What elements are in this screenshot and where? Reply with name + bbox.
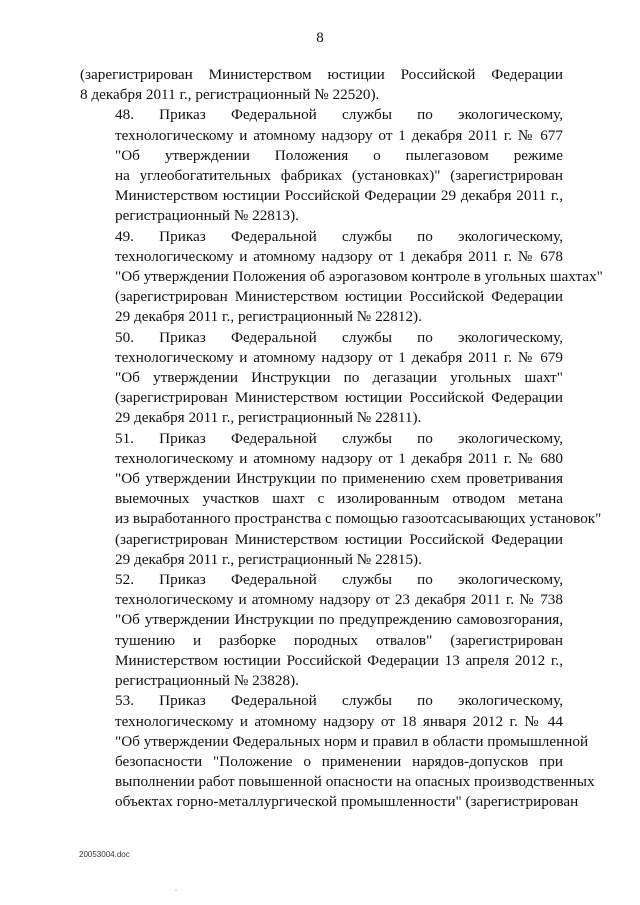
text-line: 53. Приказ Федеральной службы по экологическому, [115,692,563,710]
text-line: 8 декабря 2011 г., регистрационный № 22520). [80,86,380,104]
text-line: безопасности "Положение о применении нарядов-допусков при [115,752,563,770]
text-line: технологическому и атомному надзору от 1 декабря 2011 г. № 677 [115,126,563,144]
text-line: технологическому и атомному надзору от 23 декабря 2011 г. № 738 [115,591,563,609]
paragraph-p50 [80,328,563,429]
text-line: "Об утверждении Положения об аэрогазовом контроле в угольных шахтах" [115,268,603,286]
text-line: Министерством юстиции Российской Федерации 13 апреля 2012 г., [115,651,563,669]
text-line: регистрационный № 22813). [115,207,299,225]
text-line: регистрационный № 23828). [115,672,299,690]
text-line: выемочных участков шахт с изолированным отводом метана [115,490,563,508]
text-line: (зарегистрирован Министерством юстиции Российской Федерации [115,389,563,407]
text-line: 29 декабря 2011 г., регистрационный № 22812). [115,308,422,326]
text-line: 52. Приказ Федеральной службы по экологическому, [115,571,563,589]
text-line: Министерством юстиции Российской Федерации 29 декабря 2011 г., [115,187,563,205]
paragraph-p48 [80,105,563,226]
paragraph-p51 [80,429,602,570]
text-line: выполнении работ повышенной опасности на опасных производственных [115,773,595,791]
text-line: "Об утверждении Инструкции по дегазации угольных шахт" [115,369,563,387]
text-line: объектах горно-металлургической промышленности" (зарегистрирован [115,793,579,811]
paragraph-p47-tail [80,65,563,105]
text-line: "Об утверждении Положения о пылегазовом режиме [115,146,563,164]
footer-file-code: 20053004.doc [79,850,130,859]
text-line: 29 декабря 2011 г., регистрационный № 22811). [115,409,422,427]
text-line: "Об утверждении Федеральных норм и правил в области промышленной [115,732,589,750]
text-line: "Об утверждении Инструкции по применению схем проветривания [115,470,563,488]
paragraph-p52 [80,570,563,691]
document-body [80,65,603,813]
text-line: 29 декабря 2011 г., регистрационный № 22815). [115,550,422,568]
text-line: 48. Приказ Федеральной службы по экологическому, [115,106,563,124]
text-line: (зарегистрирован Министерством юстиции Российской Федерации [115,530,563,548]
text-line: тушению и разборке породных отвалов" (зарегистрирован [115,631,563,649]
text-line: (зарегистрирован Министерством юстиции Российской Федерации [80,66,563,83]
text-line: на углеобогатительных фабриках (установках)" (зарегистрирован [115,167,563,185]
paragraph-p49 [80,227,603,328]
text-line: технологическому и атомному надзору от 1 декабря 2011 г. № 680 [115,449,563,467]
page-number: 8 [316,30,324,46]
text-line: технологическому и атомному надзору от 1 декабря 2011 г. № 679 [115,348,563,366]
text-line: технологическому и атомному надзору от 1 декабря 2011 г. № 678 [115,247,563,265]
text-line: технологическому и атомному надзору от 18 января 2012 г. № 44 [115,712,563,730]
text-line: "Об утверждении Инструкции по предупреждению самовозгорания, [115,611,563,629]
text-line: 51. Приказ Федеральной службы по экологическому, [115,429,563,447]
text-line: 50. Приказ Федеральной службы по экологическому, [115,328,563,346]
text-line: 49. Приказ Федеральной службы по экологическому, [115,227,563,245]
scan-speck [175,890,177,891]
text-line: из выработанного пространства с помощью газоотсасывающих установок" [115,510,602,528]
paragraph-p53 [80,691,595,812]
text-line: (зарегистрирован Министерством юстиции Российской Федерации [115,288,563,306]
